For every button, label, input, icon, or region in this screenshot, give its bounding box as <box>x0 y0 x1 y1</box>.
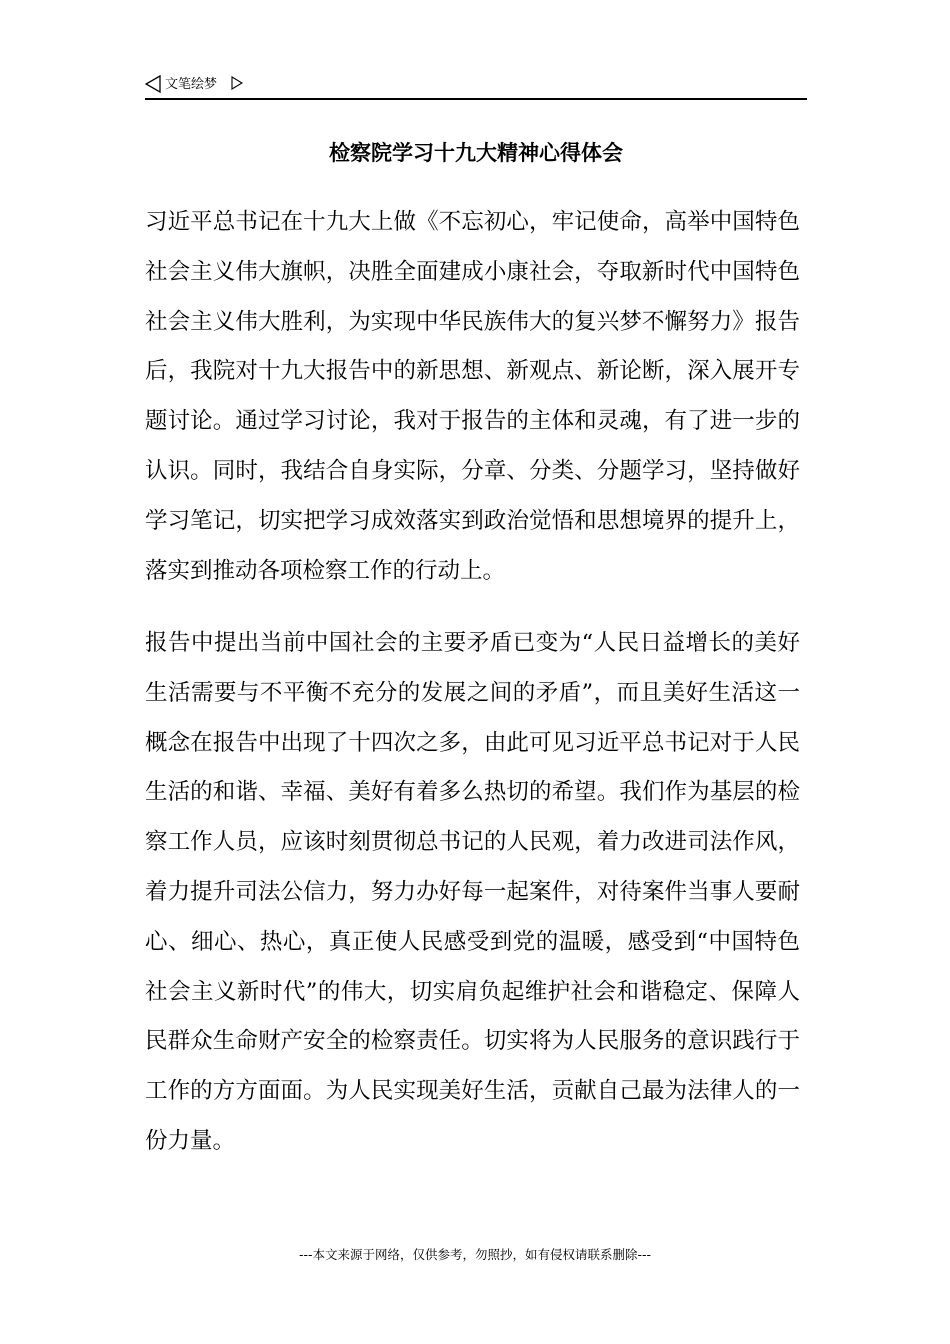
document-title: 检察院学习十九大精神心得体会 <box>329 141 623 165</box>
body-paragraph-2: 报告中提出当前中国社会的主要矛盾已变为“人民日益增长的美好生活需要与不平衡不充分的发展之间的矛盾”，而且美好生活这一概念在报告中出现了十四次之多，由此可见习近平总书记对于人民生活的和谐、幸福、美好有着多么热切的希望。我们作为基层的检察工作人员，应该时刻贯彻总书记的人民观，着力改进司法作风，着力提升司法公信力，努力办好每一起案件，对待案件当事人要耐心、细心、热心，真正使人民感受到党的温暖，感受到“中国特色社会主义新时代”的伟大，切实肩负起维护社会和谐稳定、保障人民群众生命财产安全的检察责任。切实将为人民服务的意识践行于工作的方方面面。为人民实现美好生活，贡献自己最为法律人的一份力量。 <box>145 630 800 1154</box>
header-title: 文笔绘梦 <box>165 77 218 92</box>
page-header <box>145 72 807 100</box>
left-triangle-outline-icon <box>145 75 161 93</box>
right-triangle-outline-icon <box>231 76 243 90</box>
footer-disclaimer: ---本文来源于网络，仅供参考，勿照抄，如有侵权请联系删除--- <box>298 1247 652 1262</box>
body-paragraph-1: 习近平总书记在十九大上做《不忘初心，牢记使命，高举中国特色社会主义伟大旗帜，决胜全面建成小康社会，夺取新时代中国特色社会主义伟大胜利，为实现中华民族伟大的复兴梦不懈努力》报告后，我院对十九大报告中的新思想、新观点、新论断，深入展开专题讨论。通过学习讨论，我对于报告的主体和灵魂，有了进一步的认识。同时，我结合自身实际，分章、分类、分题学习，坚持做好学习笔记，切实把学习成效落实到政治觉悟和思想境界的提升上，落实到推动各项检察工作的行动上。 <box>145 209 800 584</box>
